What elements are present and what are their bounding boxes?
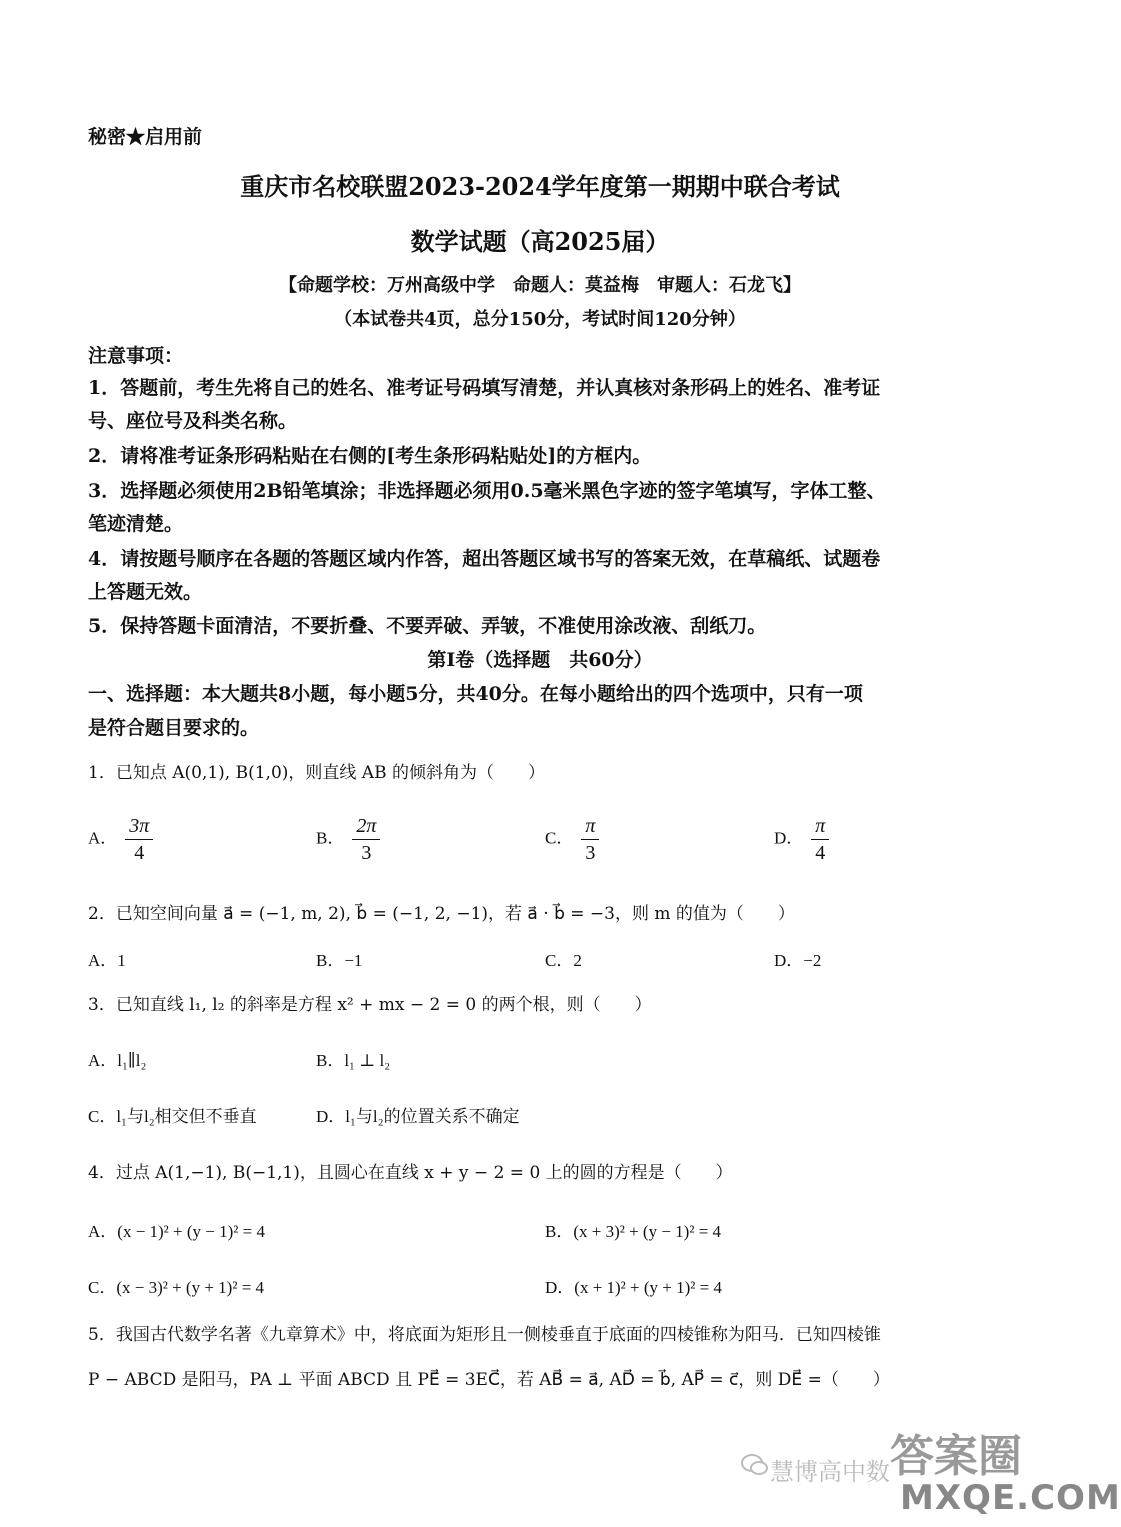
section-intro: 一、选择题：本大题共8小题，每小题5分，共40分。在每小题给出的四个选项中，只有一项 <box>88 683 863 705</box>
q2-option-b: B．−1 <box>316 951 363 970</box>
q2-option-d: D．−2 <box>774 951 822 970</box>
q4-option-b: B．(x + 3)² + (y − 1)² = 4 <box>545 1222 722 1241</box>
question-3: 3．已知直线 l₁, l₂ 的斜率是方程 x² + mx − 2 = 0 的两个根，则（ ） <box>88 995 652 1015</box>
q1-option-a: A． $\frac{3\pi}{4}$ <box>88 815 153 864</box>
notice-item: 笔迹清楚。 <box>88 513 184 535</box>
notice-heading: 注意事项： <box>88 345 184 367</box>
notice-item: 上答题无效。 <box>88 581 203 603</box>
section-title: 第Ⅰ卷（选择题 共60分） <box>427 649 653 671</box>
exam-title: 重庆市名校联盟2023-2024学年度第一期期中联合考试 <box>240 172 840 201</box>
watermark-site: MXQE.COM <box>900 1478 1121 1518</box>
question-5-line-1: 5．我国古代数学名著《九章算术》中，将底面为矩形且一侧棱垂直于底面的四棱锥称为阳马．已知四棱锥 <box>88 1325 881 1345</box>
notice-item: 1．答题前，考生先将自己的姓名、准考证号码填写清楚，并认真核对条形码上的姓名、准考证 <box>88 377 881 399</box>
notice-item: 5．保持答题卡面清洁，不要折叠、不要弄破、弄皱，不准使用涂改液、刮纸刀。 <box>88 615 767 637</box>
notice-item: 号、座位号及科类名称。 <box>88 410 298 432</box>
notice-item: 2．请将准考证条形码粘贴在右侧的[考生条形码粘贴处]的方框内。 <box>88 445 652 467</box>
q4-option-a: A．(x − 1)² + (y − 1)² = 4 <box>88 1222 265 1241</box>
section-intro: 是符合题目要求的。 <box>88 717 260 739</box>
question-5-line-2: P − ABCD 是阳马，PA ⊥ 平面 ABCD 且 PE⃗ = 3EC⃗，若 AB⃗ = a⃗, AD⃗ = b⃗, AP⃗ = c⃗，则 DE⃗ =（ ） <box>88 1370 890 1390</box>
q1-option-c: C． $\frac{\pi}{3}$ <box>545 815 599 864</box>
q4-option-d: D．(x + 1)² + (y + 1)² = 4 <box>545 1278 722 1297</box>
exam-subtitle: 数学试题（高2025届） <box>410 227 670 256</box>
question-4: 4．过点 A(1,−1), B(−1,1)，且圆心在直线 x + y − 2 = 0 上的圆的方程是（ ） <box>88 1163 733 1183</box>
q1-option-d: D． $\frac{\pi}{4}$ <box>774 815 829 864</box>
q4-option-c: C．(x − 3)² + (y + 1)² = 4 <box>88 1278 265 1297</box>
watermark-logo: 答案圈 <box>890 1431 1022 1482</box>
secret-label: 秘密★启用前 <box>88 126 203 148</box>
q3-option-d: D．l₁与l₂的位置关系不确定 <box>316 1107 520 1126</box>
notice-item: 3．选择题必须使用2B铅笔填涂；非选择题必须用0.5毫米黑色字迹的签字笔填写，字体工整、 <box>88 480 886 502</box>
exam-info: （本试卷共4页，总分150分，考试时间120分钟） <box>334 309 746 330</box>
question-2: 2．已知空间向量 a⃗ = (−1, m, 2), b⃗ = (−1, 2, −1)，若 a⃗ · b⃗ = −3，则 m 的值为（ ） <box>88 904 795 924</box>
notice-item: 4．请按题号顺序在各题的答题区域内作答，超出答题区域书写的答案无效，在草稿纸、试题卷 <box>88 548 881 570</box>
watermark-channel: 慧博高中数 <box>770 1458 890 1486</box>
question-1: 1．已知点 A(0,1), B(1,0)，则直线 AB 的倾斜角为（ ） <box>88 763 545 783</box>
q2-option-c: C．2 <box>545 951 582 970</box>
author-line: 【命题学校：万州高级中学 命题人：莫益梅 审题人：石龙飞】 <box>279 275 801 296</box>
wechat-icon <box>740 1450 770 1480</box>
q3-option-c: C．l₁与l₂相交但不垂直 <box>88 1107 257 1126</box>
q3-option-b: B．l₁ ⊥ l₂ <box>316 1051 391 1070</box>
q1-option-b: B． $\frac{2\pi}{3}$ <box>316 815 380 864</box>
q2-option-a: A．1 <box>88 951 126 970</box>
q3-option-a: A．l₁∥l₂ <box>88 1051 147 1070</box>
